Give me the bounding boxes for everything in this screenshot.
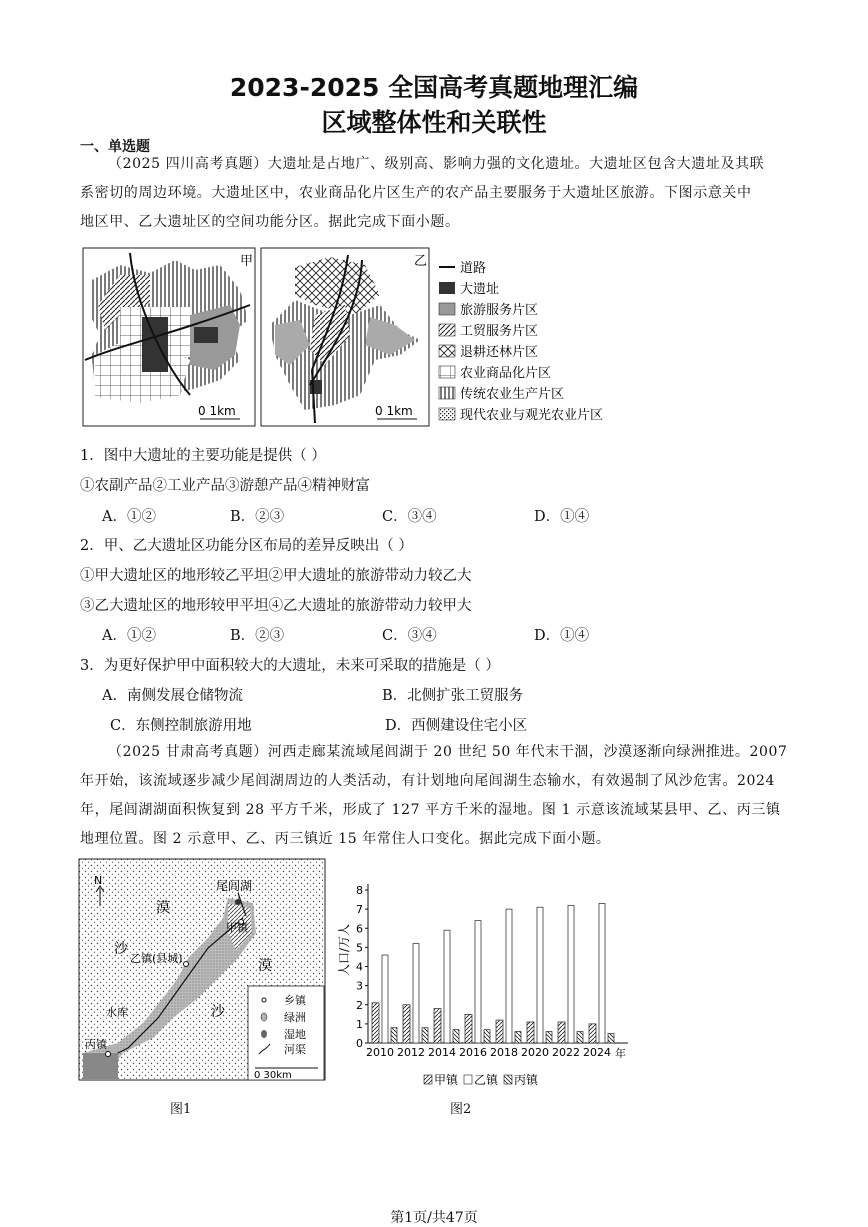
legend-jia: 甲镇 <box>434 1073 459 1087</box>
q1-option-c[interactable]: C．③④ <box>382 509 437 525</box>
x-tick-label: 2012 <box>397 1046 425 1059</box>
y-tick-label: 7 <box>356 903 363 917</box>
x-tick-label: 2018 <box>490 1046 518 1059</box>
passage-2-line-2: 年开始，该流域逐步减少尾闾湖周边的人类活动，有计划地向尾闾湖生态输水，有效遏制了风沙危害。2024 <box>80 773 776 789</box>
fig1-legend-river: 河渠 <box>284 1043 306 1056</box>
x-tick-label: 2020 <box>521 1046 549 1059</box>
bar-甲镇-2020 <box>527 1022 534 1043</box>
bar-丙镇-2016 <box>484 1030 490 1043</box>
bar-乙镇-2014 <box>444 930 450 1043</box>
map-legend <box>439 261 603 423</box>
bar-乙镇-2010 <box>382 955 388 1043</box>
passage-2-line-3: 年，尾闾湖湖面积恢复到 28 平方千米，形成了 127 平方千米的湿地。图 1 示意该流域某县甲、乙、丙三镇 <box>80 802 781 818</box>
label-jia: 甲 <box>240 254 254 269</box>
chart-xlabel: 年 <box>615 1047 626 1060</box>
bar-丙镇-2020 <box>546 1032 552 1043</box>
chart-legend <box>424 1072 539 1087</box>
q2-option-c[interactable]: C．③④ <box>382 628 437 644</box>
y-tick-label: 0 <box>356 1037 363 1050</box>
bar-甲镇-2018 <box>496 1020 503 1043</box>
x-tick-label: 2022 <box>552 1046 580 1059</box>
x-tick-label: 2024 <box>583 1046 611 1059</box>
town-bing-marker <box>106 1052 111 1057</box>
y-tick-label: 6 <box>356 922 363 936</box>
legend-industry: 工贸服务片区 <box>460 324 539 339</box>
y-tick-label: 2 <box>356 998 363 1012</box>
legend-modern-swatch <box>439 408 455 420</box>
town-bing-label: 丙镇 <box>85 1038 107 1051</box>
label-yi: 乙 <box>414 254 428 269</box>
bar-甲镇-2016 <box>465 1014 472 1043</box>
section-heading: 一、单选题 <box>80 139 150 155</box>
legend-commercial: 农业商品化片区 <box>460 366 552 381</box>
north-label: N <box>94 874 103 887</box>
x-tick-label: 2016 <box>459 1046 487 1059</box>
legend-oasis-icon <box>261 1013 267 1021</box>
passage-1-line-1: （2025 四川高考真题）大遗址是占地广、级别高、影响力强的文化遗址。大遗址区包含大遗址及其联 <box>108 156 765 172</box>
q3-option-b[interactable]: B．北侧扩张工贸服务 <box>382 688 524 704</box>
legend-tourism: 旅游服务片区 <box>460 303 539 318</box>
lake-marker <box>235 899 241 905</box>
big-site-1 <box>142 317 168 372</box>
legend-tourism-swatch <box>439 303 455 315</box>
bar-丙镇-2010 <box>391 1028 397 1043</box>
chart-ylabel: 人口/万人 <box>337 923 351 976</box>
passage-1 <box>80 150 800 237</box>
q2-option-b[interactable]: B．②③ <box>230 628 285 644</box>
q2-option-d[interactable]: D．①④ <box>534 628 590 644</box>
fig1-legend-wetland: 湿地 <box>284 1028 306 1041</box>
y-tick-label: 4 <box>356 960 363 974</box>
bar-丙镇-2024 <box>608 1033 614 1043</box>
legend-modern: 现代农业与观光农业片区 <box>460 408 604 423</box>
bar-丙镇-2022 <box>577 1032 583 1043</box>
q3-stem: 3．为更好保护甲中面积较大的大遗址，未来可采取的措施是（ ） <box>80 658 500 674</box>
bar-甲镇-2010 <box>372 1003 379 1043</box>
passage-1-line-2: 系密切的周边环境。大遗址区中，农业商品化片区生产的农产品主要服务于大遗址区旅游。下图示意关中 <box>80 185 752 201</box>
x-tick-label: 2010 <box>366 1046 394 1059</box>
q1-option-a[interactable]: A．①② <box>102 509 156 525</box>
q3-option-a[interactable]: A．南侧发展仓储物流 <box>102 688 243 704</box>
bar-甲镇-2012 <box>403 1005 410 1043</box>
bar-乙镇-2024 <box>599 903 605 1043</box>
scale-jia: 0 1km <box>198 404 236 418</box>
desert-label-1: 漠 <box>156 900 170 916</box>
passage-2-line-1: （2025 甘肃高考真题）河西走廊某流域尾闾湖于 20 世纪 50 年代末干涸，沙漠逐渐向绿洲推进。2007 <box>108 744 788 760</box>
legend-town-icon <box>262 998 266 1002</box>
fig1-caption: 图1 <box>170 1102 192 1117</box>
reservoir-label: 水库 <box>106 1006 128 1019</box>
y-tick-label: 1 <box>356 1017 363 1031</box>
bar-丙镇-2018 <box>515 1032 521 1043</box>
legend-reforest: 退耕还林片区 <box>460 345 539 360</box>
legend-bing-swatch <box>504 1075 512 1084</box>
bar-丙镇-2012 <box>422 1028 428 1043</box>
fig1-scale: 0 30km <box>254 1070 292 1081</box>
bar-甲镇-2014 <box>434 1009 441 1043</box>
page-subtitle: 区域整体性和关联性 <box>321 108 547 137</box>
legend-industry-swatch <box>439 324 455 336</box>
legend-wetland-icon <box>261 1030 267 1038</box>
bar-乙镇-2020 <box>537 907 543 1043</box>
page-footer: 第1页/共47页 <box>390 1210 478 1226</box>
q2-items-2: ③乙大遗址区的地形较甲平坦④乙大遗址的旅游带动力较甲大 <box>80 598 472 614</box>
scale-yi: 0 1km <box>375 404 413 418</box>
q2-items-1: ①甲大遗址区的地形较乙平坦②甲大遗址的旅游带动力较乙大 <box>80 568 472 584</box>
y-tick-label: 5 <box>356 941 363 955</box>
fig1-legend-town: 乡镇 <box>284 994 306 1007</box>
passage-2 <box>80 738 800 854</box>
q1-items: ①农副产品②工业产品③游憩产品④精神财富 <box>80 478 370 494</box>
q1-option-b[interactable]: B．②③ <box>230 509 285 525</box>
functional-zone-map <box>80 245 640 430</box>
passage-1-line-3: 地区甲、乙大遗址区的空间功能分区。据此完成下面小题。 <box>80 214 460 230</box>
big-site-2 <box>194 327 218 343</box>
x-tick-label: 2014 <box>428 1046 456 1059</box>
figure-2-chart <box>334 870 634 1095</box>
y-tick-label: 8 <box>356 884 363 897</box>
legend-bing: 丙镇 <box>514 1073 539 1087</box>
bar-甲镇-2022 <box>558 1022 565 1043</box>
town-jia-label: 甲镇 <box>226 921 248 934</box>
bar-丙镇-2014 <box>453 1030 459 1043</box>
bar-乙镇-2018 <box>506 909 512 1043</box>
legend-site-swatch <box>439 282 455 294</box>
q1-stem: 1．图中大遗址的主要功能是提供（ ） <box>80 448 326 464</box>
legend-road: 道路 <box>460 261 487 276</box>
legend-traditional-swatch <box>439 387 455 399</box>
fig1-legend-oasis: 绿洲 <box>284 1011 306 1024</box>
bing-town-area <box>83 1053 118 1079</box>
bar-乙镇-2022 <box>568 905 574 1043</box>
desert-label-2: 沙 <box>114 941 128 957</box>
q3-option-c[interactable]: C．东侧控制旅游用地 <box>110 718 252 734</box>
q2-stem: 2．甲、乙大遗址区功能分区布局的差异反映出（ ） <box>80 538 413 554</box>
q2-option-a[interactable]: A．①② <box>102 628 156 644</box>
desert-label-3: 漠 <box>258 958 272 974</box>
figure-1-map <box>78 858 328 1083</box>
legend-traditional: 传统农业生产片区 <box>460 387 565 402</box>
legend-yi-swatch <box>464 1075 472 1084</box>
town-yi-marker <box>184 962 189 967</box>
fig2-caption: 图2 <box>450 1102 472 1117</box>
q1-option-d[interactable]: D．①④ <box>534 509 590 525</box>
q3-option-d[interactable]: D．西侧建设住宅小区 <box>385 718 528 734</box>
legend-commercial-swatch <box>439 366 455 378</box>
bar-乙镇-2016 <box>475 921 481 1043</box>
passage-2-line-4: 地理位置。图 2 示意甲、乙、丙三镇近 15 年常住人口变化。据此完成下面小题。 <box>80 831 611 847</box>
legend-jia-swatch <box>424 1075 432 1084</box>
desert-label-4: 沙 <box>211 1004 225 1020</box>
town-yi-label: 乙镇(县城) <box>130 952 183 965</box>
bar-甲镇-2024 <box>589 1024 596 1043</box>
legend-site: 大遗址 <box>460 282 500 297</box>
page-title: 2023-2025 全国高考真题地理汇编 <box>229 73 639 102</box>
lake-label: 尾闾湖 <box>216 879 253 893</box>
legend-yi: 乙镇 <box>474 1073 499 1087</box>
legend-reforest-swatch <box>439 345 455 357</box>
bar-乙镇-2012 <box>413 944 419 1043</box>
y-tick-label: 3 <box>356 979 363 993</box>
